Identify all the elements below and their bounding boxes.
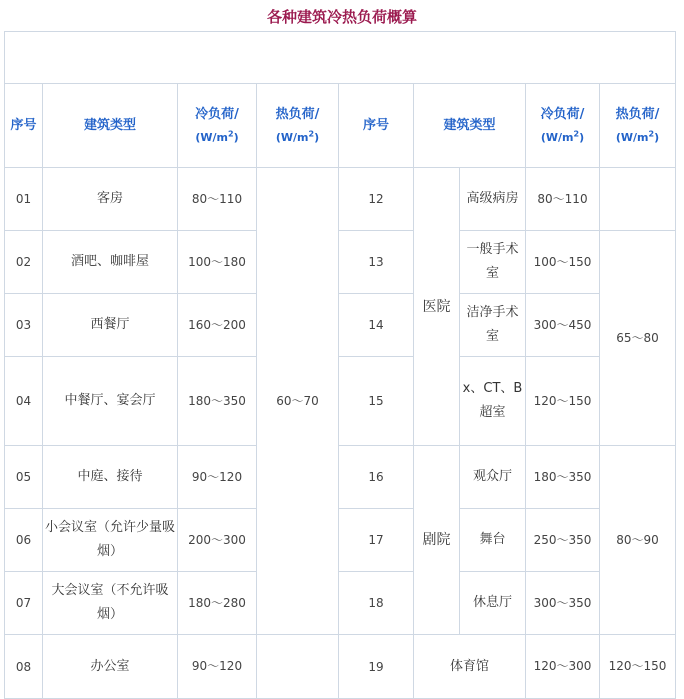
cool-cell: 180～280 <box>178 572 257 635</box>
group-theatre: 剧院 <box>414 446 460 635</box>
header-heat-2: 热负荷/ $(W/m^2)$ <box>600 84 676 168</box>
type-cell: 高级病房 <box>460 168 526 231</box>
type-cell: 中餐厅、宴会厅 <box>43 357 178 446</box>
cool-cell: 300～350 <box>526 572 600 635</box>
type-cell: 小会议室（允许少量吸烟） <box>43 509 178 572</box>
seq-cell: 03 <box>5 294 43 357</box>
type-cell: 西餐厅 <box>43 294 178 357</box>
cool-cell: 100～180 <box>178 231 257 294</box>
seq-cell: 14 <box>339 294 414 357</box>
group-hospital: 医院 <box>414 168 460 446</box>
seq-cell: 06 <box>5 509 43 572</box>
type-cell: 办公室 <box>43 635 178 699</box>
cool-cell: 250～350 <box>526 509 600 572</box>
header-row <box>5 84 676 168</box>
header-heat: 热负荷/ $(W/m^2)$ <box>257 84 339 168</box>
header-cool: 冷负荷/ $(W/m^2)$ <box>178 84 257 168</box>
type-cell: 一般手术室 <box>460 231 526 294</box>
load-table <box>4 31 676 699</box>
unit-label: $(W/m^2)$ <box>195 129 239 144</box>
header-cool-2: 冷负荷/ $(W/m^2)$ <box>526 84 600 168</box>
header-seq: 序号 <box>5 84 43 168</box>
cool-cell: 200～300 <box>178 509 257 572</box>
left-heat-cell: 60～70 <box>257 168 339 635</box>
seq-cell: 01 <box>5 168 43 231</box>
table-row <box>5 231 676 294</box>
type-cell: 大会议室（不允许吸烟） <box>43 572 178 635</box>
seq-cell: 19 <box>339 635 414 699</box>
unit-label: $(W/m^2)$ <box>615 129 660 144</box>
seq-cell: 02 <box>5 231 43 294</box>
cool-cell: 120～150 <box>526 357 600 446</box>
header-seq-2: 序号 <box>339 84 414 168</box>
type-cell: x、CT、B超室 <box>460 357 526 446</box>
heat-cell-empty <box>257 635 339 699</box>
type-cell: 中庭、接待 <box>43 446 178 509</box>
type-cell: 体育馆 <box>414 635 526 699</box>
cool-cell: 100～150 <box>526 231 600 294</box>
theatre-heat-cell: 80～90 <box>600 446 676 635</box>
header-type-2: 建筑类型 <box>414 84 526 168</box>
table-row <box>5 572 676 635</box>
hospital-heat-cell: 65～80 <box>600 231 676 446</box>
blank-cell <box>5 32 676 84</box>
unit-label: $(W/m^2)$ <box>540 129 585 144</box>
seq-cell: 05 <box>5 446 43 509</box>
table-row <box>5 635 676 699</box>
header-type: 建筑类型 <box>43 84 178 168</box>
type-cell: 酒吧、咖啡屋 <box>43 231 178 294</box>
heat-cell: 120～150 <box>600 635 676 699</box>
seq-cell: 15 <box>339 357 414 446</box>
type-cell: 洁净手术室 <box>460 294 526 357</box>
cool-cell: 80～110 <box>178 168 257 231</box>
cool-cell: 180～350 <box>526 446 600 509</box>
table-row <box>5 509 676 572</box>
seq-cell: 04 <box>5 357 43 446</box>
seq-cell: 16 <box>339 446 414 509</box>
cool-cell: 160～200 <box>178 294 257 357</box>
unit-label: $(W/m^2)$ <box>275 129 320 144</box>
cool-cell: 90～120 <box>178 446 257 509</box>
cool-cell: 80～110 <box>526 168 600 231</box>
type-cell: 观众厅 <box>460 446 526 509</box>
type-cell: 舞台 <box>460 509 526 572</box>
cool-cell: 120～300 <box>526 635 600 699</box>
table-row <box>5 294 676 357</box>
seq-cell: 12 <box>339 168 414 231</box>
page-title: 各种建筑冷热负荷概算 <box>266 8 417 26</box>
seq-cell: 07 <box>5 572 43 635</box>
table-row <box>5 168 676 231</box>
heat-cell-empty <box>600 168 676 231</box>
seq-cell: 13 <box>339 231 414 294</box>
cool-cell: 180～350 <box>178 357 257 446</box>
type-cell: 休息厅 <box>460 572 526 635</box>
seq-cell: 18 <box>339 572 414 635</box>
type-cell: 客房 <box>43 168 178 231</box>
seq-cell: 08 <box>5 635 43 699</box>
cool-cell: 90～120 <box>178 635 257 699</box>
table-row <box>5 446 676 509</box>
blank-row <box>5 32 676 84</box>
seq-cell: 17 <box>339 509 414 572</box>
table-row <box>5 357 676 446</box>
cool-cell: 300～450 <box>526 294 600 357</box>
